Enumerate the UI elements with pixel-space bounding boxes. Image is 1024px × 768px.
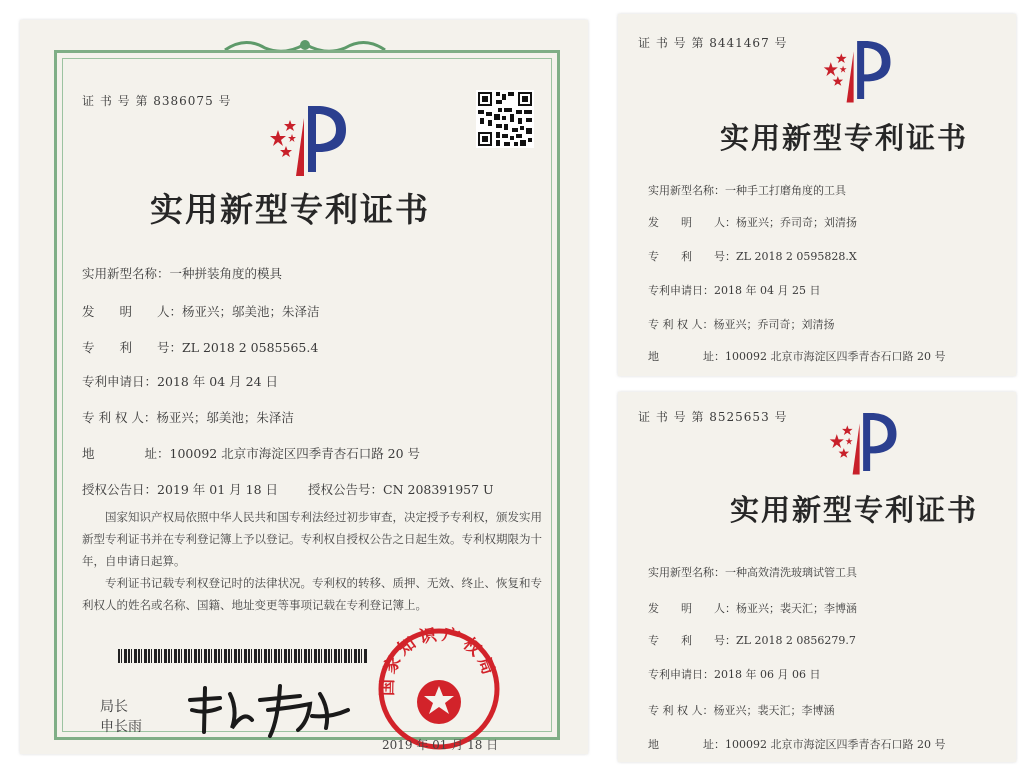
- field-label: 发 明 人：: [648, 216, 736, 229]
- certificate-3: [618, 392, 1016, 762]
- field-value: 杨亚兴；邬美池；朱泽洁: [156, 410, 294, 425]
- field-utility-model-name: [648, 564, 857, 580]
- field-label: 专 利 号：: [648, 250, 736, 263]
- certificate-title: 实用新型专利证书: [730, 493, 979, 527]
- field-label: 专 利 权 人：: [82, 410, 157, 425]
- field-grant-number: [308, 480, 494, 498]
- cnipa-logo-icon: [818, 34, 898, 106]
- field-value: ZL 2018 2 0595828.X: [736, 250, 857, 263]
- field-value: 2018 年 04 月 25 日: [714, 284, 821, 297]
- field-patent-number: [648, 248, 857, 264]
- field-application-date: [648, 666, 820, 682]
- field-value: 2019 年 01 月 18 日: [157, 482, 279, 497]
- field-value: 2018 年 04 月 24 日: [157, 374, 279, 389]
- field-patentee: [648, 316, 835, 332]
- field-label: 发 明 人：: [82, 304, 183, 319]
- certificate-title: 实用新型专利证书: [150, 190, 430, 229]
- certificate-2: [618, 14, 1016, 376]
- field-label: 专 利 权 人：: [648, 318, 714, 331]
- director-signature: [180, 680, 360, 740]
- field-label: 专利申请日：: [648, 284, 714, 297]
- field-value: 一种高效清洗玻璃试管工具: [725, 566, 857, 579]
- field-value: 2018 年 06 月 06 日: [714, 668, 821, 681]
- field-value: 杨亚兴；邬美池；朱泽洁: [182, 304, 320, 319]
- field-value: 一种手工打磨角度的工具: [725, 184, 846, 197]
- field-label: 地 址：: [648, 738, 725, 751]
- official-seal: [374, 624, 504, 754]
- field-value: 杨亚兴；乔司奇；刘清扬: [713, 318, 835, 331]
- field-label: 地 址：: [648, 350, 725, 363]
- field-value: 一种拼装角度的模具: [169, 266, 283, 281]
- field-address: [648, 736, 945, 752]
- seal-date: 2019 年 01 月 18 日: [382, 738, 499, 752]
- director-title: 局长: [100, 699, 128, 715]
- field-value: 100092 北京市海淀区四季青杏石口路 20 号: [725, 350, 946, 363]
- field-application-date: [82, 372, 278, 390]
- certificate-number: 证 书 号 第 8441467 号: [638, 36, 788, 50]
- field-value: 杨亚兴；乔司奇；刘清扬: [736, 216, 857, 229]
- field-label: 专 利 号：: [648, 634, 736, 647]
- field-label: 授权公告日：: [82, 482, 158, 497]
- qr-code: [476, 90, 534, 148]
- director-name: 申长雨: [100, 719, 142, 735]
- cnipa-logo-icon: [264, 98, 354, 180]
- field-patentee: [648, 702, 835, 718]
- field-label: 授权公告号：: [308, 482, 384, 497]
- certificate-paragraph-1: 国家知识产权局依照中华人民共和国专利法经过初步审查，决定授予专利权，颁发实用新型专利证书并在专利登记簿上予以登记。专利权自授权公告之日起生效。专利权期限为十年，自申请日起算。: [82, 510, 542, 568]
- certificate-number: 证 书 号 第 8525653 号: [638, 410, 788, 424]
- certificate-paragraph-2: 专利证书记载专利权登记时的法律状况。专利权的转移、质押、无效、终止、恢复和专利权人的姓名或名称、国籍、地址变更等事项记载在专利登记簿上。: [82, 576, 542, 612]
- field-patent-number: [82, 338, 318, 356]
- field-value: 100092 北京市海淀区四季青杏石口路 20 号: [725, 738, 946, 751]
- field-label: 地 址：: [82, 446, 170, 461]
- certificate-title: 实用新型专利证书: [720, 121, 969, 155]
- field-value: 100092 北京市海淀区四季青杏石口路 20 号: [169, 446, 421, 461]
- field-inventors: [82, 302, 320, 320]
- field-patentee: [82, 408, 294, 426]
- field-label: 发 明 人：: [648, 602, 736, 615]
- field-label: 实用新型名称：: [648, 566, 725, 579]
- field-utility-model-name: [648, 182, 846, 198]
- field-value: 杨亚兴；裴天汇；李博涵: [713, 704, 835, 717]
- field-value: ZL 2018 2 0856279.7: [736, 634, 856, 647]
- field-value: CN 208391957 U: [383, 482, 494, 497]
- field-patent-number: [648, 632, 856, 648]
- field-value: 杨亚兴；裴天汇；李博涵: [736, 602, 857, 615]
- seal-text: 国家知识产权局: [377, 624, 500, 697]
- certificate-number: 证 书 号 第 8386075 号: [82, 94, 232, 108]
- field-label: 专利申请日：: [648, 668, 714, 681]
- field-grant-date: [82, 480, 278, 498]
- field-value: ZL 2018 2 0585565.4: [182, 340, 319, 355]
- field-label: 专 利 号：: [82, 340, 183, 355]
- field-application-date: [648, 282, 820, 298]
- field-inventors: [648, 214, 857, 230]
- certificate-1: [20, 20, 588, 754]
- barcode: [118, 649, 368, 663]
- field-utility-model-name: [82, 264, 282, 282]
- field-label: 实用新型名称：: [648, 184, 725, 197]
- field-address: [648, 348, 945, 364]
- cnipa-logo-icon: [824, 406, 904, 478]
- field-inventors: [648, 600, 857, 616]
- field-address: [82, 444, 420, 462]
- field-label: 专利申请日：: [82, 374, 158, 389]
- field-label: 专 利 权 人：: [648, 704, 714, 717]
- field-label: 实用新型名称：: [82, 266, 170, 281]
